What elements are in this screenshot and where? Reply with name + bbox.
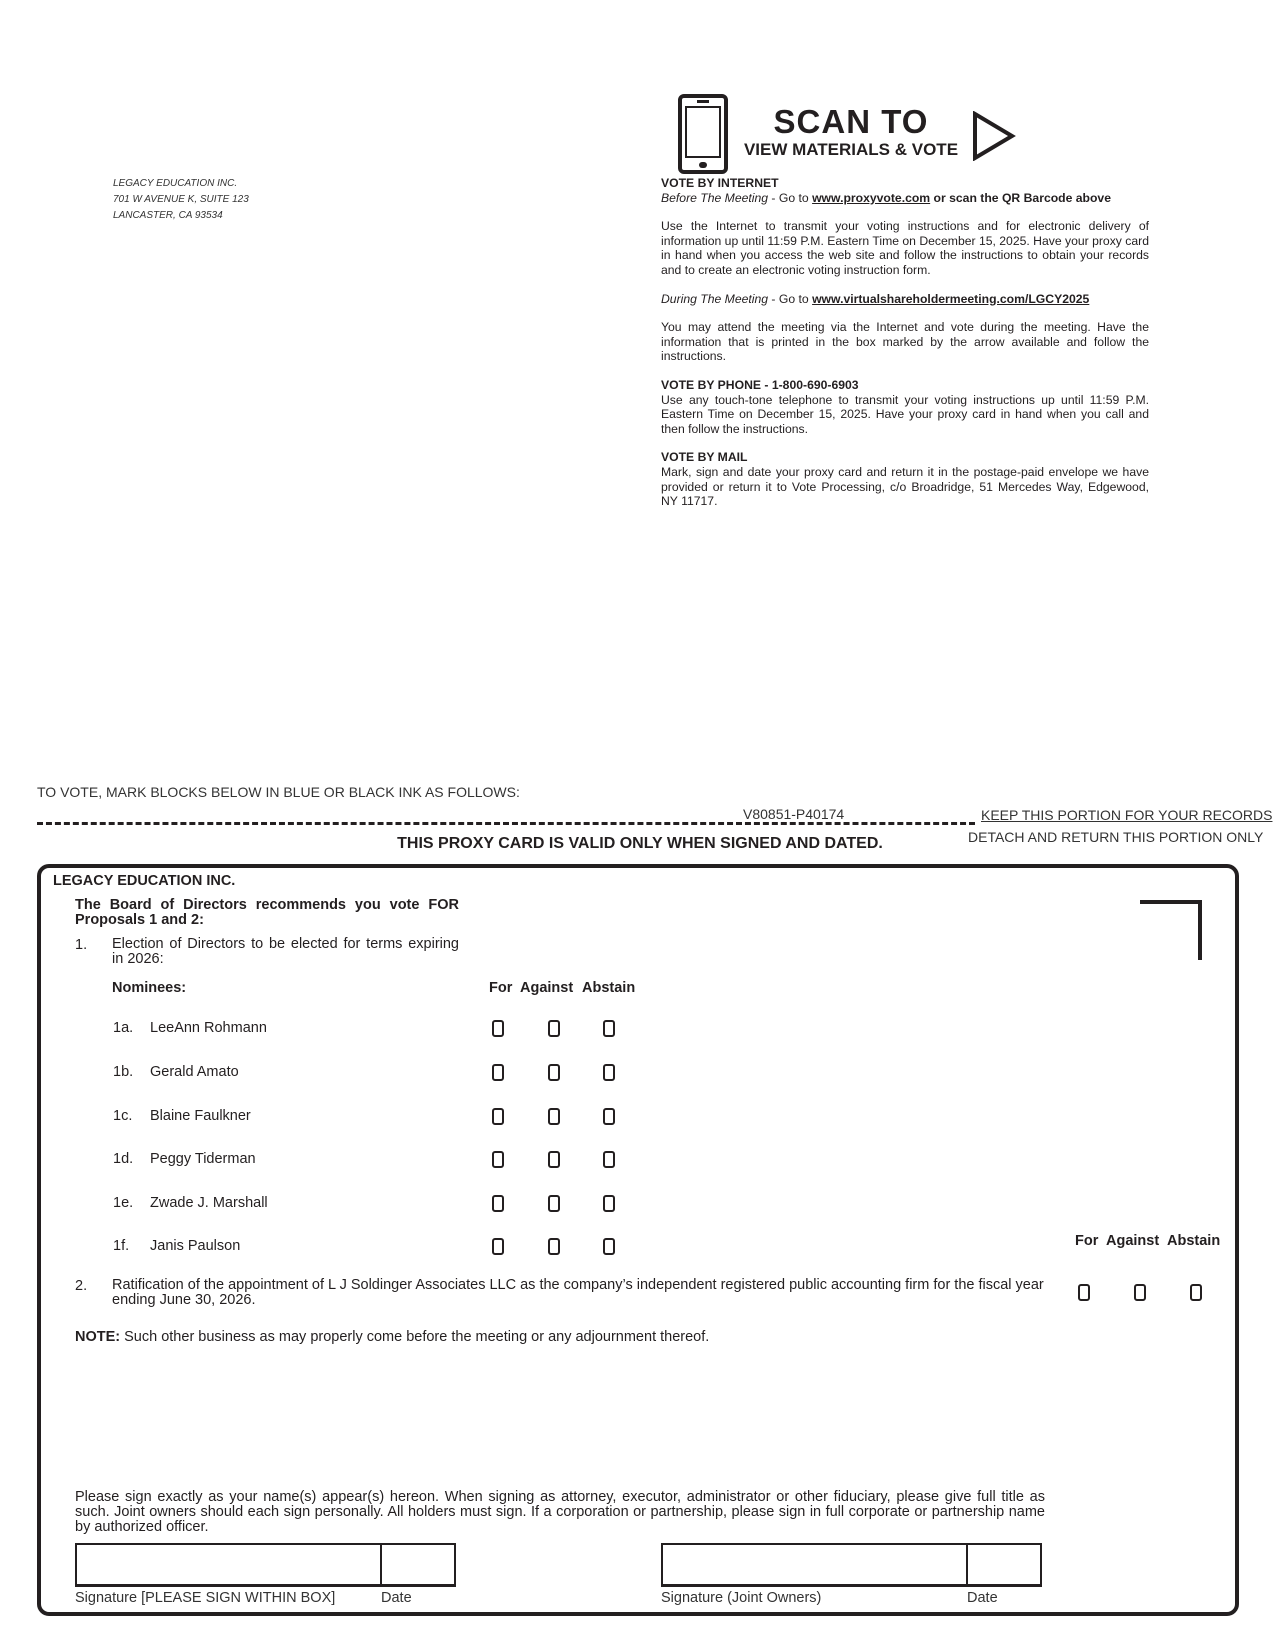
abstain-checkbox[interactable]	[603, 1020, 615, 1037]
proposal-2-number: 2.	[75, 1278, 88, 1294]
proposal-1-text: Election of Directors to be elected for terms expiring in 2026:	[112, 936, 459, 967]
mail-heading: VOTE BY MAIL	[661, 450, 748, 465]
joint-date-label: Date	[967, 1590, 998, 1606]
internet-heading: VOTE BY INTERNET	[661, 176, 779, 190]
nominee-name: Janis Paulson	[150, 1238, 241, 1254]
proposal-1-number: 1.	[75, 937, 88, 953]
nominee-id: 1a.	[113, 1020, 134, 1036]
company-name: LEGACY EDUCATION INC.	[53, 873, 236, 889]
before-goto: - Go to	[768, 190, 813, 205]
voting-instructions	[661, 176, 1149, 523]
during-goto: - Go to	[768, 291, 813, 306]
for-checkbox[interactable]	[492, 1108, 504, 1125]
nominee-id: 1c.	[113, 1108, 133, 1124]
date-label: Date	[381, 1590, 412, 1606]
abstain-checkbox[interactable]	[603, 1238, 615, 1255]
against-checkbox[interactable]	[548, 1108, 560, 1125]
nominee-name: Peggy Tiderman	[150, 1151, 256, 1167]
return-address-line: LEGACY EDUCATION INC.	[113, 178, 238, 189]
proposal-2-text: Ratification of the appointment of L J Soldinger Associates LLC as the company’s independent registered public accounting firm for the fiscal year ending June 30, 2026.	[112, 1277, 1044, 1308]
joint-signature-label: Signature (Joint Owners)	[661, 1590, 822, 1606]
nominee-name: LeeAnn Rohmann	[150, 1020, 267, 1036]
return-address	[113, 176, 249, 224]
board-recommendation: The Board of Directors recommends you vote FOR Proposals 1 and 2:	[75, 897, 459, 928]
smartphone-icon	[678, 94, 728, 174]
phone-body: Use any touch-tone telephone to transmit your voting instructions up until 11:59 P.M. Eastern Time on December 15, 2025. Have your proxy card in hand when you call and then follow the instructions.	[661, 392, 1149, 436]
nominees-header: Nominees:	[112, 980, 187, 996]
keep-portion-text: KEEP THIS PORTION FOR YOUR RECORDS	[981, 807, 1273, 823]
for-checkbox[interactable]	[492, 1020, 504, 1037]
against-checkbox[interactable]	[548, 1020, 560, 1037]
note-label: NOTE:	[75, 1329, 121, 1345]
nominee-id: 1d.	[113, 1151, 134, 1167]
phone-heading: VOTE BY PHONE - 1-800-690-6903	[661, 377, 859, 392]
abstain-checkbox[interactable]	[603, 1064, 615, 1081]
return-address-line: LANCASTER, CA 93534	[113, 210, 223, 221]
nominee-name: Blaine Faulkner	[150, 1108, 251, 1124]
column-for: For	[489, 980, 513, 996]
during-meeting-label: During The Meeting	[661, 291, 769, 306]
proposal-2-column-abstain: Abstain	[1167, 1233, 1221, 1249]
valid-notice: THIS PROXY CARD IS VALID ONLY WHEN SIGNED AND DATED.	[397, 835, 883, 852]
for-checkbox[interactable]	[492, 1195, 504, 1212]
abstain-checkbox[interactable]	[603, 1151, 615, 1168]
proposal-2-against-checkbox[interactable]	[1134, 1284, 1146, 1301]
against-checkbox[interactable]	[548, 1238, 560, 1255]
abstain-checkbox[interactable]	[603, 1108, 615, 1125]
note	[75, 1329, 709, 1345]
note-text: Such other business as may properly come before the meeting or any adjournment thereof.	[120, 1329, 710, 1345]
nominee-id: 1e.	[113, 1195, 134, 1211]
date-box[interactable]	[380, 1543, 456, 1587]
against-checkbox[interactable]	[548, 1195, 560, 1212]
nominee-id: 1b.	[113, 1064, 134, 1080]
abstain-checkbox[interactable]	[603, 1195, 615, 1212]
virtual-meeting-link[interactable]: www.virtualshareholdermeeting.com/LGCY2025	[812, 291, 1090, 306]
detach-portion-text: DETACH AND RETURN THIS PORTION ONLY	[968, 829, 1264, 845]
proposal-2-column-for: For	[1075, 1233, 1099, 1249]
internet-body: Use the Internet to transmit your voting instructions and for electronic delivery of information up until 11:59 P.M. Eastern Time on December 15, 2025. Have your proxy card in hand when you access the web site and follow the instructions to obtain your records and to create an electronic voting instruction form.	[661, 219, 1149, 277]
proposal-2-for-checkbox[interactable]	[1078, 1284, 1090, 1301]
scan-subtitle: VIEW MATERIALS & VOTE	[743, 140, 959, 159]
return-address-line: 701 W AVENUE K, SUITE 123	[113, 194, 249, 205]
nominee-row	[0, 1151, 700, 1181]
nominee-name: Gerald Amato	[150, 1064, 239, 1080]
scan-title: SCAN TO	[773, 103, 929, 140]
for-checkbox[interactable]	[492, 1151, 504, 1168]
control-number: V80851-P40174	[743, 806, 845, 822]
proposal-2-column-against: Against	[1106, 1233, 1160, 1249]
signature-label: Signature [PLEASE SIGN WITHIN BOX]	[75, 1590, 336, 1606]
nominee-id: 1f.	[113, 1238, 130, 1254]
column-against: Against	[520, 980, 574, 996]
corner-mark	[1140, 900, 1202, 960]
joint-date-box[interactable]	[966, 1543, 1042, 1587]
detach-line	[37, 822, 975, 825]
against-checkbox[interactable]	[548, 1064, 560, 1081]
signing-instructions: Please sign exactly as your name(s) appear(s) hereon. When signing as attorney, executor, administrator or other fiduciary, please give full title as such. Joint owners should each sign personally. All holders must sign. If a corporation or partnership, please sign in full corporate or partnership name by authorized officer.	[75, 1489, 1045, 1535]
mark-instructions: TO VOTE, MARK BLOCKS BELOW IN BLUE OR BLACK INK AS FOLLOWS:	[37, 784, 520, 800]
nominee-name: Zwade J. Marshall	[150, 1195, 268, 1211]
for-checkbox[interactable]	[492, 1238, 504, 1255]
nominee-row	[0, 1020, 700, 1050]
before-suffix: or scan the QR Barcode above	[930, 190, 1111, 205]
against-checkbox[interactable]	[548, 1151, 560, 1168]
nominee-row	[0, 1108, 700, 1138]
joint-signature-box[interactable]	[661, 1543, 968, 1587]
proposal-2-abstain-checkbox[interactable]	[1190, 1284, 1202, 1301]
column-abstain: Abstain	[582, 980, 636, 996]
proxyvote-link[interactable]: www.proxyvote.com	[812, 190, 931, 205]
before-meeting-label: Before The Meeting	[661, 190, 769, 205]
nominee-row	[0, 1195, 700, 1225]
nominee-row	[0, 1064, 700, 1094]
for-checkbox[interactable]	[492, 1064, 504, 1081]
during-body: You may attend the meeting via the Internet and vote during the meeting. Have the information that is printed in the box marked by the arrow available and follow the instructions.	[661, 320, 1149, 364]
play-arrow-icon	[972, 111, 1016, 161]
signature-box[interactable]	[75, 1543, 382, 1587]
nominee-row	[0, 1238, 700, 1268]
mail-body: Mark, sign and date your proxy card and return it in the postage-paid envelope we have provided or return it to Vote Processing, c/o Broadridge, 51 Mercedes Way, Edgewood, NY 11717.	[661, 464, 1149, 509]
